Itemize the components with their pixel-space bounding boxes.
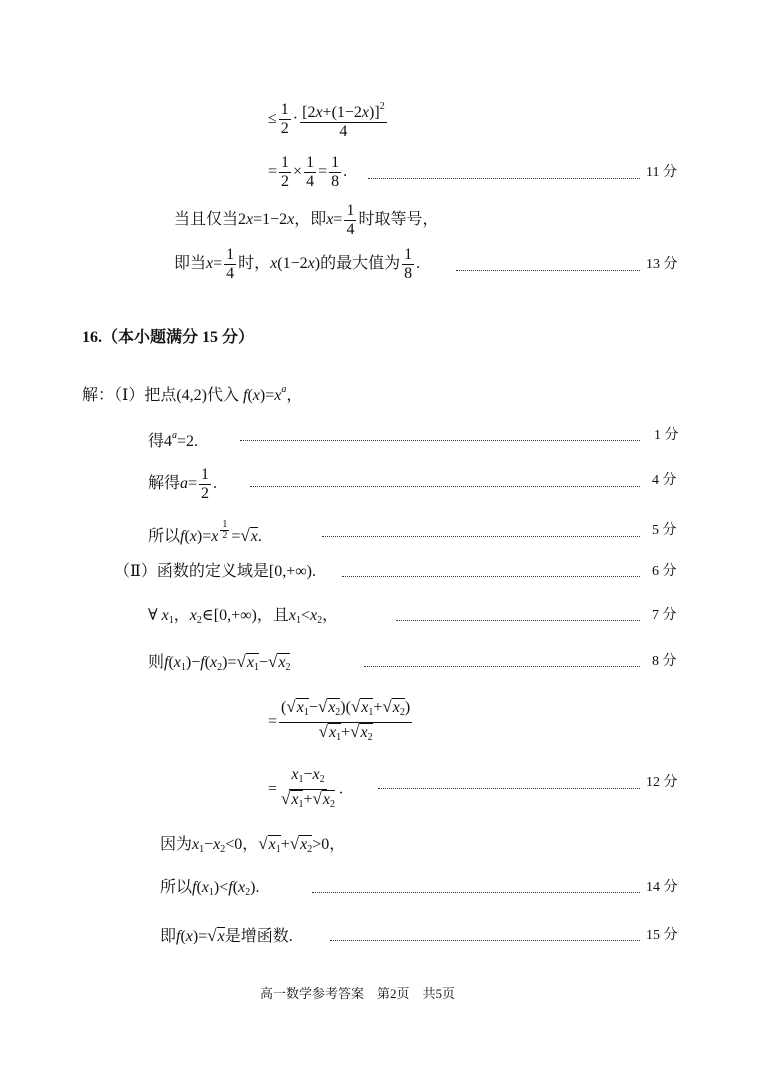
because-label: 因为 bbox=[160, 836, 193, 853]
part2-domain: （Ⅱ）函数的定义域是[0,+∞). bbox=[114, 563, 316, 580]
so-label: 所以 bbox=[148, 527, 181, 545]
and-label: 且 bbox=[272, 607, 289, 624]
solve-label: 解得 bbox=[148, 475, 181, 493]
get-label: 得 bbox=[148, 433, 165, 450]
leader-dots bbox=[378, 788, 640, 789]
max-suffix: 的最大值为 bbox=[320, 255, 401, 273]
leader-dots bbox=[312, 892, 640, 893]
equality-condition: 当且仅当2x=1−2x，即x= $\frac{1}{4}$ 时取等号， bbox=[174, 202, 439, 238]
step-solve-a: 解得a= $\frac{1}{2}$ . bbox=[148, 466, 218, 502]
score-7: 7 分 bbox=[652, 608, 677, 623]
score-6: 6 分 bbox=[652, 564, 677, 579]
ineq-step-1: ≤ $\frac{1}{2}$ · $\frac{[2x+(1-2x)]^2}{4}$ bbox=[268, 98, 389, 141]
score-1: 1 分 bbox=[654, 428, 679, 443]
sol-prefix: 解：（Ⅰ）把点 bbox=[82, 387, 177, 404]
because-line: 因为$x_1-x_2<0$，$√x_1+√x_2>0$， bbox=[160, 834, 346, 855]
score-15: 15 分 bbox=[646, 928, 678, 943]
sol-mid: 代入 bbox=[206, 387, 239, 404]
score-14: 14 分 bbox=[646, 880, 678, 895]
increasing-line: 即f(x)=√x是增函数. bbox=[160, 926, 293, 945]
leader-dots bbox=[342, 576, 640, 577]
max-value-line: 即当x= $\frac{1}{4}$ 时，x(1−2x)的最大值为 $\frac{1}{8}$ . bbox=[174, 246, 421, 282]
max-prefix: 即当 bbox=[174, 255, 207, 273]
score-4: 4 分 bbox=[652, 473, 677, 488]
eq-cond-suffix: 时取等号， bbox=[358, 211, 439, 229]
leader-dots bbox=[330, 940, 640, 941]
increasing-label: 是增函数. bbox=[224, 928, 293, 945]
leader-dots bbox=[240, 440, 640, 441]
difference-line: 则$f(x_1)-f(x_2)=√x_1-√x_2$ bbox=[148, 652, 291, 673]
ineq-step-2: = $\frac{1}{2}$ × $\frac{1}{4}$ = $\frac{1}{8}$ . bbox=[268, 154, 348, 190]
part2-label: （Ⅱ）函数的定义域是 bbox=[114, 563, 269, 580]
score-5: 5 分 bbox=[652, 523, 677, 538]
score-11: 11 分 bbox=[646, 165, 677, 180]
ie-label: 即 bbox=[160, 928, 177, 945]
leader-dots bbox=[364, 666, 640, 667]
forall-line: ∀ $x_1$，$x_2\in[0,+\infty)$，且$x_1<x_2$， bbox=[148, 607, 339, 626]
then-label: 则 bbox=[148, 654, 165, 671]
leader-dots bbox=[456, 270, 640, 271]
simplified-line: = $\frac{x_1-x_2}{√x_1+√x_2}$ . bbox=[268, 766, 343, 810]
eq-cond-prefix: 当且仅当 bbox=[174, 211, 239, 229]
page-footer: 高一数学参考答案 第2页 共5页 bbox=[260, 986, 456, 1001]
solution-intro: 解：（Ⅰ）把点(4,2)代入 $f(x)=x^a$， bbox=[82, 384, 303, 404]
question-16-heading: 16.（本小题满分 15 分） bbox=[82, 329, 255, 346]
so2-label: 所以 bbox=[160, 879, 193, 896]
rationalize-line: = $\frac{(√x_1-√x_2)(√x_1+√x_2)}{√x_1+√x_2}$ bbox=[268, 697, 411, 743]
conclusion-line: 所以$f(x_1)<f(x_2)$. bbox=[160, 879, 260, 898]
max-mid: 时， bbox=[238, 255, 271, 273]
score-12: 12 分 bbox=[646, 775, 678, 790]
leader-dots bbox=[396, 620, 640, 621]
score-8: 8 分 bbox=[652, 654, 677, 669]
eq-cond-mid: ，即 bbox=[294, 211, 327, 229]
leader-dots bbox=[368, 178, 640, 179]
step-4a-eq-2: 得$4^a=2$. bbox=[148, 430, 199, 450]
score-13: 13 分 bbox=[646, 257, 678, 272]
leader-dots bbox=[322, 536, 640, 537]
step-fx-sqrt: 所以f(x)=x $^{\frac{1}{2}}$ =√x. bbox=[148, 519, 262, 545]
leader-dots bbox=[250, 486, 640, 487]
